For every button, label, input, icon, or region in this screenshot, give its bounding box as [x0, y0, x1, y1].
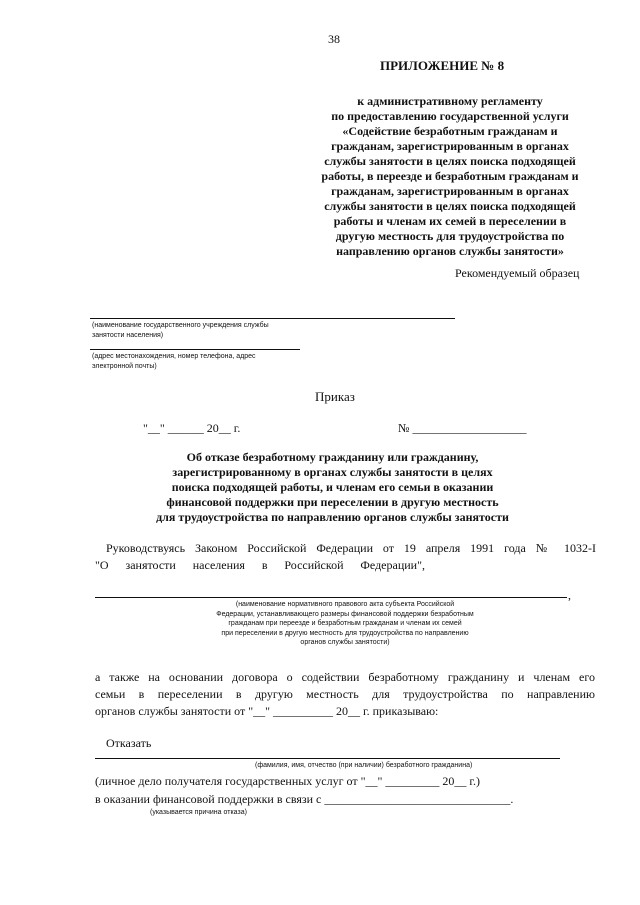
address-field-line [90, 349, 300, 350]
hint-line: гражданам при переезде и безработным гражданам и членам их семей [228, 620, 462, 627]
appendix-subtitle-line: работы, в переезде и безработным гражданам и [321, 169, 579, 183]
reason-hint: (указывается причина отказа) [150, 809, 247, 816]
heading-line: зарегистрированному в органах службы занятости в целях [172, 465, 493, 479]
heading-line: финансовой поддержки при переселении в другую местность [166, 495, 499, 509]
address-hint [92, 352, 256, 371]
support-line: в оказании финансовой поддержки в связи с _______________________________. [95, 792, 514, 806]
hint-line: Федерации, устанавливающего размеры финансовой поддержки безработным [216, 610, 474, 618]
hint-line: (наименование нормативного правового акта субъекта Российской [235, 601, 455, 608]
refuse-word: Отказать [106, 736, 152, 750]
hint-line: занятости населения) [92, 331, 164, 339]
appendix-subtitle-line: другую местность для трудоустройства по [335, 229, 565, 243]
heading-line: для трудоустройства по направлению органов службы занятости [156, 510, 509, 524]
appendix-subtitle-line: работы и членам их семей в переселении в [333, 214, 567, 228]
act-hint [195, 600, 495, 648]
heading-line: поиска подходящей работы, и членам его семьи в оказании [171, 480, 494, 494]
also-line-2: семьи в переселении в другую местность для трудоустройства по направлению [95, 687, 595, 701]
guided-line-2: "О занятости населения в Российской Федерации", [95, 558, 425, 572]
act-field-comma: , [568, 588, 571, 602]
institution-field-line [90, 318, 455, 319]
hint-line: (адрес местонахождения, номер телефона, адрес [92, 353, 256, 360]
appendix-subtitle [300, 94, 600, 259]
order-heading [120, 450, 545, 525]
hint-line: органов службы занятости) [300, 639, 390, 646]
fio-field-line [95, 758, 560, 759]
appendix-subtitle-line: службы занятости в целях поиска подходящей [324, 199, 576, 213]
appendix-subtitle-line: службы занятости в целях поиска подходящей [324, 154, 576, 168]
fio-hint: (фамилия, имя, отчество (при наличии) безработного гражданина) [255, 762, 473, 769]
hint-line: электронной почты) [92, 362, 157, 370]
order-number: № ___________________ [398, 421, 527, 435]
case-line: (личное дело получателя государственных услуг от "__" _________ 20__ г.) [95, 774, 480, 788]
appendix-subtitle-line: гражданам, зарегистрированным в органах [331, 139, 569, 153]
sample-label: Рекомендуемый образец [455, 266, 580, 280]
appendix-subtitle-line: к административному регламенту [357, 94, 543, 108]
appendix-subtitle-line: гражданам, зарегистрированным в органах [331, 184, 569, 198]
guided-line-1: Руководствуясь Законом Российской Федерации от 19 апреля 1991 года № 1032-I [106, 541, 596, 555]
appendix-subtitle-line: направлению органов службы занятости» [336, 244, 564, 258]
page-number: 38 [328, 32, 340, 46]
hint-line: при переселении в другую местность для трудоустройства по направлению [221, 629, 469, 637]
also-line-3: органов службы занятости от "__" __________ 20__ г. приказываю: [95, 704, 439, 718]
appendix-title: ПРИЛОЖЕНИЕ № 8 [380, 58, 505, 73]
heading-line: Об отказе безработному гражданину или гражданину, [186, 450, 479, 464]
institution-hint [92, 321, 269, 340]
hint-line: (наименование государственного учреждения службы [92, 322, 269, 329]
appendix-subtitle-line: по предоставлению государственной услуги [331, 109, 569, 123]
order-word: Приказ [315, 389, 355, 404]
act-field-line [95, 597, 567, 598]
also-line-1: а также на основании договора о содействии безработному гражданину и членам его [95, 670, 595, 684]
order-date: "__" ______ 20__ г. [143, 421, 241, 435]
appendix-subtitle-line: «Содействие безработным гражданам и [342, 124, 558, 138]
